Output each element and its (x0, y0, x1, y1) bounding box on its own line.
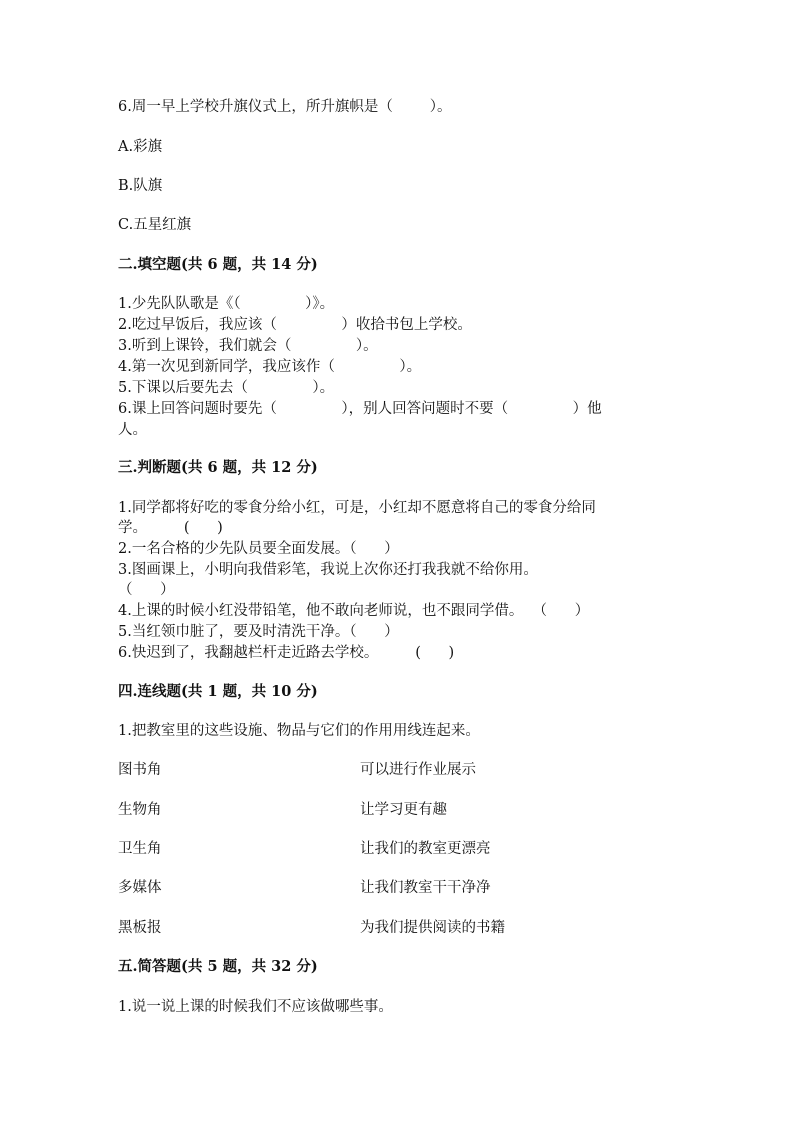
match-left-item: 图书角 (118, 762, 162, 778)
match-section-heading: 四.连线题(共 1 题，共 10 分) (118, 683, 318, 700)
fill-item: 2.吃过早饭后，我应该（ ）收拾书包上学校。 (118, 317, 472, 333)
short-item: 1.说一说上课的时候我们不应该做哪些事。 (118, 999, 393, 1015)
match-left-item: 多媒体 (118, 880, 162, 896)
option-b: B.队旗 (118, 178, 163, 194)
match-left-item: 卫生角 (118, 841, 162, 857)
judge-item: 3.图画课上，小明向我借彩笔，我说上次你还打我我就不给你用。 (118, 562, 538, 578)
option-c: C.五星红旗 (118, 217, 192, 233)
judge-item: 1.同学都将好吃的零食分给小红，可是，小红却不愿意将自己的零食分给同 (118, 500, 596, 516)
fill-section-heading: 二.填空题(共 6 题，共 14 分) (118, 256, 318, 273)
short-section-heading: 五.简答题(共 5 题，共 32 分) (118, 958, 318, 975)
judge-section-heading: 三.判断题(共 6 题，共 12 分) (118, 459, 318, 476)
fill-item: 5.下课以后要先去（ ）。 (118, 380, 335, 396)
fill-item: 3.听到上课铃，我们就会（ ）。 (118, 338, 378, 354)
fill-item: 1.少先队队歌是《（ ）》。 (118, 296, 335, 312)
match-instruction: 1.把教室里的这些设施、物品与它们的作用用线连起来。 (118, 723, 480, 739)
match-right-item: 为我们提供阅读的书籍 (360, 920, 505, 936)
judge-item: 4.上课的时候小红没带铅笔，他不敢向老师说，也不跟同学借。 （ ） (118, 603, 590, 619)
judge-item-continued: （ ） (118, 582, 175, 598)
fill-item: 4.第一次见到新同学，我应该作（ ）。 (118, 359, 422, 375)
match-right-item: 让我们的教室更漂亮 (360, 841, 491, 857)
judge-item: 2.一名合格的少先队员要全面发展。（ ） (118, 541, 399, 557)
match-right-item: 让学习更有趣 (360, 802, 447, 818)
question-6: 6.周一早上学校升旗仪式上，所升旗帜是（ ）。 (118, 99, 452, 115)
judge-item: 6.快迟到了，我翻越栏杆走近路去学校。 ( ) (118, 645, 455, 661)
match-right-item: 可以进行作业展示 (360, 762, 476, 778)
fill-item: 6.课上回答问题时要先（ ），别人回答问题时不要（ ）他 (118, 401, 602, 417)
match-left-item: 黑板报 (118, 920, 162, 936)
judge-item-continued: 学。 ( ) (118, 520, 223, 536)
match-left-item: 生物角 (118, 802, 162, 818)
option-a: A.彩旗 (118, 139, 163, 155)
judge-item: 5.当红领巾脏了，要及时清洗干净。（ ） (118, 624, 399, 640)
fill-item-continued: 人。 (118, 422, 147, 438)
match-right-item: 让我们教室干干净净 (360, 880, 491, 896)
